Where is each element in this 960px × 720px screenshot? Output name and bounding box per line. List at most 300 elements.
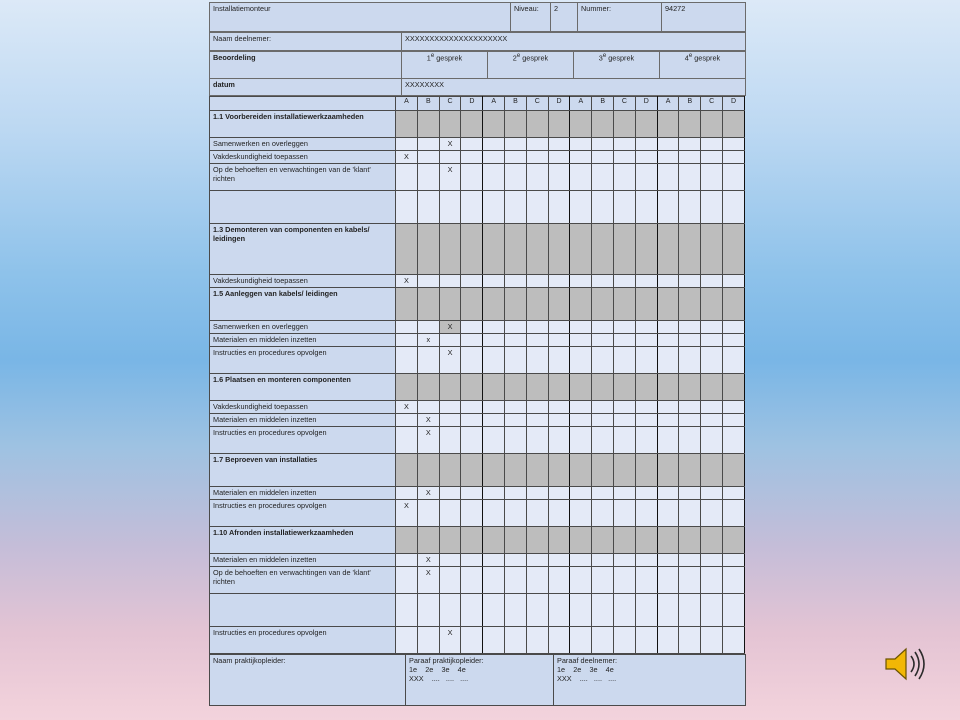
score-cell-a-1[interactable]	[396, 567, 418, 594]
score-cell-a-2[interactable]	[483, 427, 505, 454]
score-cell-d-3[interactable]	[635, 191, 657, 224]
score-cell-marked-c[interactable]: X	[439, 347, 461, 374]
score-cell-b-3[interactable]	[592, 401, 614, 414]
score-cell-c-3[interactable]	[614, 554, 636, 567]
score-cell-d-3[interactable]	[635, 454, 657, 487]
score-cell-b-3[interactable]	[592, 321, 614, 334]
score-cell-d-3[interactable]	[635, 347, 657, 374]
score-cell-c-4[interactable]	[701, 321, 723, 334]
score-cell-marked-a[interactable]: X	[396, 151, 418, 164]
score-cell-marked-c[interactable]: X	[439, 164, 461, 191]
score-cell-a-4[interactable]	[657, 191, 679, 224]
score-cell-d-1[interactable]	[461, 111, 483, 138]
score-cell-b-4[interactable]	[679, 554, 701, 567]
score-cell-d-3[interactable]	[635, 554, 657, 567]
score-cell-b-2[interactable]	[505, 321, 527, 334]
score-cell-a-2[interactable]	[483, 151, 505, 164]
score-cell-c-3[interactable]	[614, 275, 636, 288]
score-cell-a-3[interactable]	[570, 138, 592, 151]
score-cell-b-3[interactable]	[592, 138, 614, 151]
score-cell-c-1[interactable]	[439, 191, 461, 224]
score-cell-b-1[interactable]	[417, 401, 439, 414]
score-cell-c-1[interactable]	[439, 334, 461, 347]
score-cell-b-2[interactable]	[505, 111, 527, 138]
score-cell-b-1[interactable]	[417, 275, 439, 288]
score-cell-c-1[interactable]	[439, 454, 461, 487]
score-cell-b-2[interactable]	[505, 627, 527, 654]
score-cell-a-4[interactable]	[657, 288, 679, 321]
score-cell-b-4[interactable]	[679, 321, 701, 334]
score-cell-b-2[interactable]	[505, 224, 527, 275]
score-cell-c-3[interactable]	[614, 527, 636, 554]
score-cell-b-4[interactable]	[679, 627, 701, 654]
score-cell-a-4[interactable]	[657, 414, 679, 427]
score-cell-c-4[interactable]	[701, 554, 723, 567]
score-cell-c-4[interactable]	[701, 567, 723, 594]
score-cell-a-2[interactable]	[483, 164, 505, 191]
score-cell-b-2[interactable]	[505, 594, 527, 627]
score-cell-a-3[interactable]	[570, 151, 592, 164]
score-cell-c-2[interactable]	[526, 487, 548, 500]
score-cell-d-2[interactable]	[548, 627, 570, 654]
score-cell-a-1[interactable]	[396, 321, 418, 334]
score-cell-d-4[interactable]	[723, 454, 745, 487]
score-cell-d-1[interactable]	[461, 414, 483, 427]
score-cell-d-2[interactable]	[548, 500, 570, 527]
score-cell-b-1[interactable]	[417, 594, 439, 627]
score-cell-marked-a[interactable]: X	[396, 275, 418, 288]
score-cell-c-2[interactable]	[526, 224, 548, 275]
score-cell-a-3[interactable]	[570, 527, 592, 554]
score-cell-d-2[interactable]	[548, 347, 570, 374]
score-cell-d-4[interactable]	[723, 594, 745, 627]
score-cell-a-3[interactable]	[570, 454, 592, 487]
score-cell-c-4[interactable]	[701, 401, 723, 414]
score-cell-b-2[interactable]	[505, 288, 527, 321]
score-cell-d-4[interactable]	[723, 275, 745, 288]
score-cell-d-2[interactable]	[548, 454, 570, 487]
score-cell-d-3[interactable]	[635, 414, 657, 427]
score-cell-d-4[interactable]	[723, 427, 745, 454]
score-cell-b-2[interactable]	[505, 567, 527, 594]
score-cell-d-4[interactable]	[723, 288, 745, 321]
score-cell-d-1[interactable]	[461, 627, 483, 654]
score-cell-d-2[interactable]	[548, 414, 570, 427]
score-cell-c-4[interactable]	[701, 224, 723, 275]
score-cell-b-2[interactable]	[505, 191, 527, 224]
score-cell-b-3[interactable]	[592, 191, 614, 224]
score-cell-d-3[interactable]	[635, 288, 657, 321]
score-cell-d-1[interactable]	[461, 594, 483, 627]
score-cell-b-3[interactable]	[592, 288, 614, 321]
score-cell-a-1[interactable]	[396, 627, 418, 654]
score-cell-d-2[interactable]	[548, 427, 570, 454]
score-cell-a-2[interactable]	[483, 454, 505, 487]
score-cell-marked-b[interactable]: X	[417, 567, 439, 594]
score-cell-c-3[interactable]	[614, 138, 636, 151]
score-cell-b-1[interactable]	[417, 500, 439, 527]
score-cell-a-3[interactable]	[570, 321, 592, 334]
score-cell-d-2[interactable]	[548, 111, 570, 138]
score-cell-c-4[interactable]	[701, 111, 723, 138]
score-cell-c-1[interactable]	[439, 401, 461, 414]
score-cell-a-4[interactable]	[657, 111, 679, 138]
score-cell-marked-c[interactable]: X	[439, 138, 461, 151]
score-cell-b-3[interactable]	[592, 527, 614, 554]
score-cell-b-2[interactable]	[505, 527, 527, 554]
score-cell-b-2[interactable]	[505, 334, 527, 347]
score-cell-a-3[interactable]	[570, 500, 592, 527]
score-cell-c-2[interactable]	[526, 111, 548, 138]
score-cell-d-4[interactable]	[723, 321, 745, 334]
score-cell-b-2[interactable]	[505, 138, 527, 151]
score-cell-a-3[interactable]	[570, 347, 592, 374]
score-cell-c-2[interactable]	[526, 500, 548, 527]
score-cell-c-4[interactable]	[701, 151, 723, 164]
score-cell-d-3[interactable]	[635, 627, 657, 654]
score-cell-b-3[interactable]	[592, 224, 614, 275]
score-cell-d-3[interactable]	[635, 164, 657, 191]
score-cell-c-1[interactable]	[439, 151, 461, 164]
score-cell-a-3[interactable]	[570, 224, 592, 275]
score-cell-b-1[interactable]	[417, 454, 439, 487]
score-cell-c-2[interactable]	[526, 138, 548, 151]
score-cell-b-3[interactable]	[592, 627, 614, 654]
score-cell-b-1[interactable]	[417, 111, 439, 138]
score-cell-a-1[interactable]	[396, 191, 418, 224]
score-cell-c-3[interactable]	[614, 151, 636, 164]
score-cell-d-3[interactable]	[635, 334, 657, 347]
score-cell-a-4[interactable]	[657, 138, 679, 151]
score-cell-a-3[interactable]	[570, 414, 592, 427]
score-cell-a-1[interactable]	[396, 454, 418, 487]
score-cell-b-2[interactable]	[505, 487, 527, 500]
score-cell-marked-b[interactable]: X	[417, 487, 439, 500]
score-cell-a-2[interactable]	[483, 224, 505, 275]
score-cell-d-2[interactable]	[548, 527, 570, 554]
score-cell-b-2[interactable]	[505, 275, 527, 288]
score-cell-b-2[interactable]	[505, 454, 527, 487]
score-cell-a-4[interactable]	[657, 627, 679, 654]
score-cell-b-3[interactable]	[592, 500, 614, 527]
score-cell-d-4[interactable]	[723, 487, 745, 500]
score-cell-b-2[interactable]	[505, 164, 527, 191]
score-cell-d-2[interactable]	[548, 554, 570, 567]
score-cell-a-1[interactable]	[396, 427, 418, 454]
score-cell-c-1[interactable]	[439, 427, 461, 454]
score-cell-a-4[interactable]	[657, 224, 679, 275]
score-cell-b-4[interactable]	[679, 527, 701, 554]
score-cell-b-4[interactable]	[679, 275, 701, 288]
score-cell-a-2[interactable]	[483, 414, 505, 427]
score-cell-c-2[interactable]	[526, 554, 548, 567]
score-cell-a-4[interactable]	[657, 500, 679, 527]
score-cell-c-4[interactable]	[701, 414, 723, 427]
score-cell-a-4[interactable]	[657, 151, 679, 164]
score-cell-marked-c[interactable]: X	[439, 627, 461, 654]
score-cell-a-4[interactable]	[657, 487, 679, 500]
score-cell-a-3[interactable]	[570, 164, 592, 191]
score-cell-c-1[interactable]	[439, 414, 461, 427]
score-cell-a-4[interactable]	[657, 527, 679, 554]
score-cell-c-3[interactable]	[614, 454, 636, 487]
score-cell-d-2[interactable]	[548, 567, 570, 594]
score-cell-d-4[interactable]	[723, 151, 745, 164]
score-cell-c-3[interactable]	[614, 594, 636, 627]
score-cell-a-2[interactable]	[483, 347, 505, 374]
score-cell-d-1[interactable]	[461, 454, 483, 487]
score-cell-b-3[interactable]	[592, 275, 614, 288]
score-cell-c-3[interactable]	[614, 321, 636, 334]
score-cell-d-1[interactable]	[461, 487, 483, 500]
score-cell-d-3[interactable]	[635, 275, 657, 288]
score-cell-b-2[interactable]	[505, 401, 527, 414]
score-cell-c-3[interactable]	[614, 191, 636, 224]
score-cell-c-4[interactable]	[701, 487, 723, 500]
score-cell-d-3[interactable]	[635, 224, 657, 275]
score-cell-d-2[interactable]	[548, 321, 570, 334]
score-cell-b-3[interactable]	[592, 334, 614, 347]
score-cell-c-3[interactable]	[614, 414, 636, 427]
score-cell-b-2[interactable]	[505, 554, 527, 567]
score-cell-a-1[interactable]	[396, 288, 418, 321]
score-cell-d-1[interactable]	[461, 374, 483, 401]
score-cell-c-4[interactable]	[701, 627, 723, 654]
score-cell-c-3[interactable]	[614, 374, 636, 401]
score-cell-b-4[interactable]	[679, 347, 701, 374]
score-cell-b-3[interactable]	[592, 151, 614, 164]
score-cell-d-3[interactable]	[635, 527, 657, 554]
score-cell-b-3[interactable]	[592, 554, 614, 567]
score-cell-marked-c[interactable]: X	[439, 321, 461, 334]
score-cell-d-1[interactable]	[461, 151, 483, 164]
score-cell-a-3[interactable]	[570, 627, 592, 654]
score-cell-a-1[interactable]	[396, 347, 418, 374]
score-cell-c-2[interactable]	[526, 151, 548, 164]
score-cell-d-4[interactable]	[723, 164, 745, 191]
score-cell-c-2[interactable]	[526, 427, 548, 454]
score-cell-b-3[interactable]	[592, 374, 614, 401]
score-cell-c-2[interactable]	[526, 594, 548, 627]
score-cell-c-3[interactable]	[614, 347, 636, 374]
score-cell-a-3[interactable]	[570, 275, 592, 288]
score-cell-a-3[interactable]	[570, 374, 592, 401]
score-cell-c-4[interactable]	[701, 334, 723, 347]
score-cell-b-3[interactable]	[592, 594, 614, 627]
score-cell-b-1[interactable]	[417, 288, 439, 321]
score-cell-a-4[interactable]	[657, 594, 679, 627]
score-cell-a-4[interactable]	[657, 427, 679, 454]
score-cell-d-1[interactable]	[461, 321, 483, 334]
score-cell-b-1[interactable]	[417, 374, 439, 401]
score-cell-a-4[interactable]	[657, 321, 679, 334]
score-cell-d-2[interactable]	[548, 275, 570, 288]
score-cell-d-3[interactable]	[635, 138, 657, 151]
score-cell-c-3[interactable]	[614, 111, 636, 138]
score-cell-b-1[interactable]	[417, 347, 439, 374]
score-cell-b-3[interactable]	[592, 427, 614, 454]
score-cell-d-3[interactable]	[635, 151, 657, 164]
score-cell-a-2[interactable]	[483, 594, 505, 627]
score-cell-c-3[interactable]	[614, 627, 636, 654]
score-cell-d-4[interactable]	[723, 334, 745, 347]
score-cell-a-3[interactable]	[570, 554, 592, 567]
score-cell-b-4[interactable]	[679, 224, 701, 275]
score-cell-a-4[interactable]	[657, 567, 679, 594]
score-cell-a-2[interactable]	[483, 527, 505, 554]
score-cell-b-4[interactable]	[679, 374, 701, 401]
score-cell-c-4[interactable]	[701, 275, 723, 288]
score-cell-c-4[interactable]	[701, 427, 723, 454]
score-cell-d-4[interactable]	[723, 401, 745, 414]
score-cell-d-3[interactable]	[635, 500, 657, 527]
score-cell-d-1[interactable]	[461, 427, 483, 454]
score-cell-c-3[interactable]	[614, 500, 636, 527]
score-cell-d-2[interactable]	[548, 164, 570, 191]
score-cell-d-1[interactable]	[461, 334, 483, 347]
score-cell-b-4[interactable]	[679, 334, 701, 347]
score-cell-a-1[interactable]	[396, 414, 418, 427]
score-cell-d-3[interactable]	[635, 321, 657, 334]
score-cell-c-2[interactable]	[526, 414, 548, 427]
score-cell-d-4[interactable]	[723, 567, 745, 594]
score-cell-marked-b[interactable]: X	[417, 414, 439, 427]
score-cell-a-2[interactable]	[483, 288, 505, 321]
score-cell-b-1[interactable]	[417, 627, 439, 654]
score-cell-c-1[interactable]	[439, 487, 461, 500]
score-cell-d-4[interactable]	[723, 191, 745, 224]
score-cell-a-3[interactable]	[570, 594, 592, 627]
score-cell-a-1[interactable]	[396, 487, 418, 500]
score-cell-b-1[interactable]	[417, 151, 439, 164]
score-cell-a-4[interactable]	[657, 401, 679, 414]
score-cell-a-2[interactable]	[483, 321, 505, 334]
score-cell-b-3[interactable]	[592, 454, 614, 487]
score-cell-b-2[interactable]	[505, 374, 527, 401]
score-cell-c-3[interactable]	[614, 427, 636, 454]
score-cell-a-1[interactable]	[396, 138, 418, 151]
score-cell-c-4[interactable]	[701, 164, 723, 191]
score-cell-b-3[interactable]	[592, 347, 614, 374]
score-cell-a-1[interactable]	[396, 554, 418, 567]
score-cell-a-2[interactable]	[483, 554, 505, 567]
score-cell-b-4[interactable]	[679, 138, 701, 151]
score-cell-c-4[interactable]	[701, 138, 723, 151]
score-cell-c-1[interactable]	[439, 374, 461, 401]
score-cell-b-2[interactable]	[505, 151, 527, 164]
score-cell-b-4[interactable]	[679, 414, 701, 427]
score-cell-d-1[interactable]	[461, 567, 483, 594]
score-cell-b-1[interactable]	[417, 138, 439, 151]
score-cell-d-2[interactable]	[548, 191, 570, 224]
score-cell-b-1[interactable]	[417, 321, 439, 334]
score-cell-marked-b[interactable]: x	[417, 334, 439, 347]
score-cell-d-3[interactable]	[635, 111, 657, 138]
score-cell-c-1[interactable]	[439, 567, 461, 594]
score-cell-c-2[interactable]	[526, 321, 548, 334]
score-cell-b-3[interactable]	[592, 414, 614, 427]
score-cell-c-2[interactable]	[526, 347, 548, 374]
score-cell-b-3[interactable]	[592, 111, 614, 138]
score-cell-d-4[interactable]	[723, 347, 745, 374]
score-cell-d-2[interactable]	[548, 487, 570, 500]
score-cell-d-2[interactable]	[548, 224, 570, 275]
score-cell-c-4[interactable]	[701, 594, 723, 627]
score-cell-c-1[interactable]	[439, 224, 461, 275]
score-cell-d-2[interactable]	[548, 594, 570, 627]
score-cell-d-1[interactable]	[461, 401, 483, 414]
score-cell-d-2[interactable]	[548, 288, 570, 321]
score-cell-b-2[interactable]	[505, 427, 527, 454]
score-cell-d-4[interactable]	[723, 527, 745, 554]
score-cell-d-3[interactable]	[635, 567, 657, 594]
score-cell-c-2[interactable]	[526, 374, 548, 401]
score-cell-c-1[interactable]	[439, 111, 461, 138]
score-cell-c-4[interactable]	[701, 374, 723, 401]
score-cell-b-4[interactable]	[679, 594, 701, 627]
score-cell-c-1[interactable]	[439, 275, 461, 288]
score-cell-b-4[interactable]	[679, 454, 701, 487]
score-cell-a-3[interactable]	[570, 334, 592, 347]
score-cell-c-4[interactable]	[701, 191, 723, 224]
score-cell-b-2[interactable]	[505, 414, 527, 427]
score-cell-c-2[interactable]	[526, 191, 548, 224]
score-cell-d-2[interactable]	[548, 374, 570, 401]
score-cell-b-2[interactable]	[505, 500, 527, 527]
score-cell-a-1[interactable]	[396, 224, 418, 275]
score-cell-b-2[interactable]	[505, 347, 527, 374]
score-cell-c-1[interactable]	[439, 527, 461, 554]
score-cell-c-2[interactable]	[526, 627, 548, 654]
score-cell-a-1[interactable]	[396, 111, 418, 138]
score-cell-b-1[interactable]	[417, 527, 439, 554]
score-cell-marked-a[interactable]: X	[396, 401, 418, 414]
score-cell-d-1[interactable]	[461, 191, 483, 224]
score-cell-c-1[interactable]	[439, 500, 461, 527]
score-cell-d-1[interactable]	[461, 138, 483, 151]
score-cell-d-3[interactable]	[635, 401, 657, 414]
score-cell-a-2[interactable]	[483, 374, 505, 401]
score-cell-c-3[interactable]	[614, 224, 636, 275]
score-cell-c-4[interactable]	[701, 347, 723, 374]
score-cell-c-2[interactable]	[526, 454, 548, 487]
score-cell-a-4[interactable]	[657, 454, 679, 487]
score-cell-a-3[interactable]	[570, 401, 592, 414]
score-cell-b-4[interactable]	[679, 151, 701, 164]
score-cell-a-2[interactable]	[483, 191, 505, 224]
score-cell-c-2[interactable]	[526, 288, 548, 321]
score-cell-d-3[interactable]	[635, 427, 657, 454]
score-cell-marked-b[interactable]: X	[417, 427, 439, 454]
score-cell-a-1[interactable]	[396, 594, 418, 627]
score-cell-b-1[interactable]	[417, 191, 439, 224]
score-cell-a-3[interactable]	[570, 567, 592, 594]
score-cell-d-2[interactable]	[548, 138, 570, 151]
score-cell-c-3[interactable]	[614, 334, 636, 347]
score-cell-d-3[interactable]	[635, 594, 657, 627]
score-cell-d-2[interactable]	[548, 151, 570, 164]
score-cell-c-4[interactable]	[701, 288, 723, 321]
score-cell-a-1[interactable]	[396, 164, 418, 191]
score-cell-c-3[interactable]	[614, 164, 636, 191]
score-cell-b-1[interactable]	[417, 224, 439, 275]
score-cell-c-3[interactable]	[614, 401, 636, 414]
score-cell-b-3[interactable]	[592, 567, 614, 594]
score-cell-b-4[interactable]	[679, 164, 701, 191]
score-cell-a-2[interactable]	[483, 567, 505, 594]
score-cell-d-2[interactable]	[548, 334, 570, 347]
score-cell-d-4[interactable]	[723, 111, 745, 138]
